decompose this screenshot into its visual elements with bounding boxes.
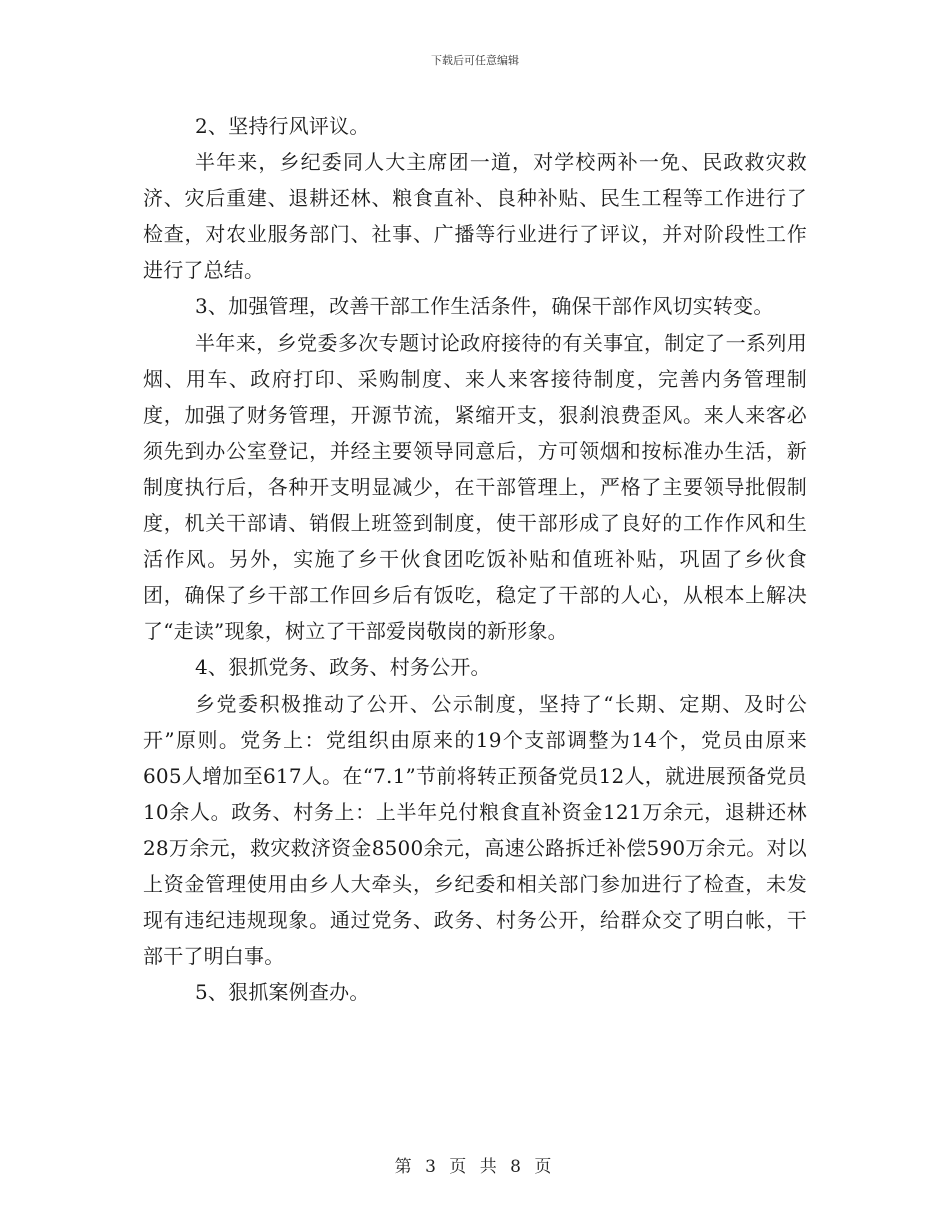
- paragraph-management: 半年来，乡党委多次专题讨论政府接待的有关事宜，制定了一系列用烟、用车、政府打印、采购制度、来人来客接待制度，完善内务管理制度，加强了财务管理，开源节流，紧缩开支，狠刹浪费歪风。来人来客必须先到办公室登记，并经主要领导同意后，方可领烟和按标准办生活，新制度执行后，各种开支明显减少，在干部管理上，严格了主要领导批假制度，机关干部请、销假上班签到制度，使干部形成了良好的工作作风和生活作风。另外，实施了乡干伙食团吃饭补贴和值班补贴，巩固了乡伙食团，确保了乡干部工作回乡后有饭吃，稳定了干部的人心，从根本上解决了“走读”现象，树立了干部爱岗敬岗的新形象。: [143, 330, 807, 644]
- paragraph-industry-review: 半年来，乡纪委同人大主席团一道，对学校两补一免、民政救灾救济、灾后重建、退耕还林、粮食直补、良种补贴、民生工程等工作进行了检查，对农业服务部门、社事、广播等行业进行了评议，并对阶段性工作进行了总结。: [143, 150, 807, 283]
- page-number-footer: 第 3 页 共 8 页: [394, 1157, 556, 1177]
- heading-5-case-handling: 5、狠抓案例查办。: [195, 980, 370, 1005]
- heading-2-industry-review: 2、坚持行风评议。: [195, 114, 370, 138]
- header-note: 下载后可任意编辑: [431, 54, 519, 67]
- heading-3-management: 3、加强管理，改善干部工作生活条件，确保干部作风切实转变。: [195, 294, 774, 319]
- heading-4-openness: 4、狠抓党务、政务、村务公开。: [195, 655, 491, 680]
- paragraph-openness: 乡党委积极推动了公开、公示制度，坚持了“长期、定期、及时公开”原则。党务上：党组织由原来的19个支部调整为14个，党员由原来605人增加至617人。在“7.1”节前将转正预备党员12人，就进展预备党员10余人。政务、村务上：上半年兑付粮食直补资金121万余元，退耕还林28万余元，救灾救济资金8500余元，高速公路拆迁补偿590万余元。对以上资金管理使用由乡人大牵头，乡纪委和相关部门参加进行了检查，未发现有违纪违规现象。通过党务、政务、村务公开，给群众交了明白帐，干部干了明白事。: [143, 691, 807, 969]
- document-body: [143, 108, 807, 1010]
